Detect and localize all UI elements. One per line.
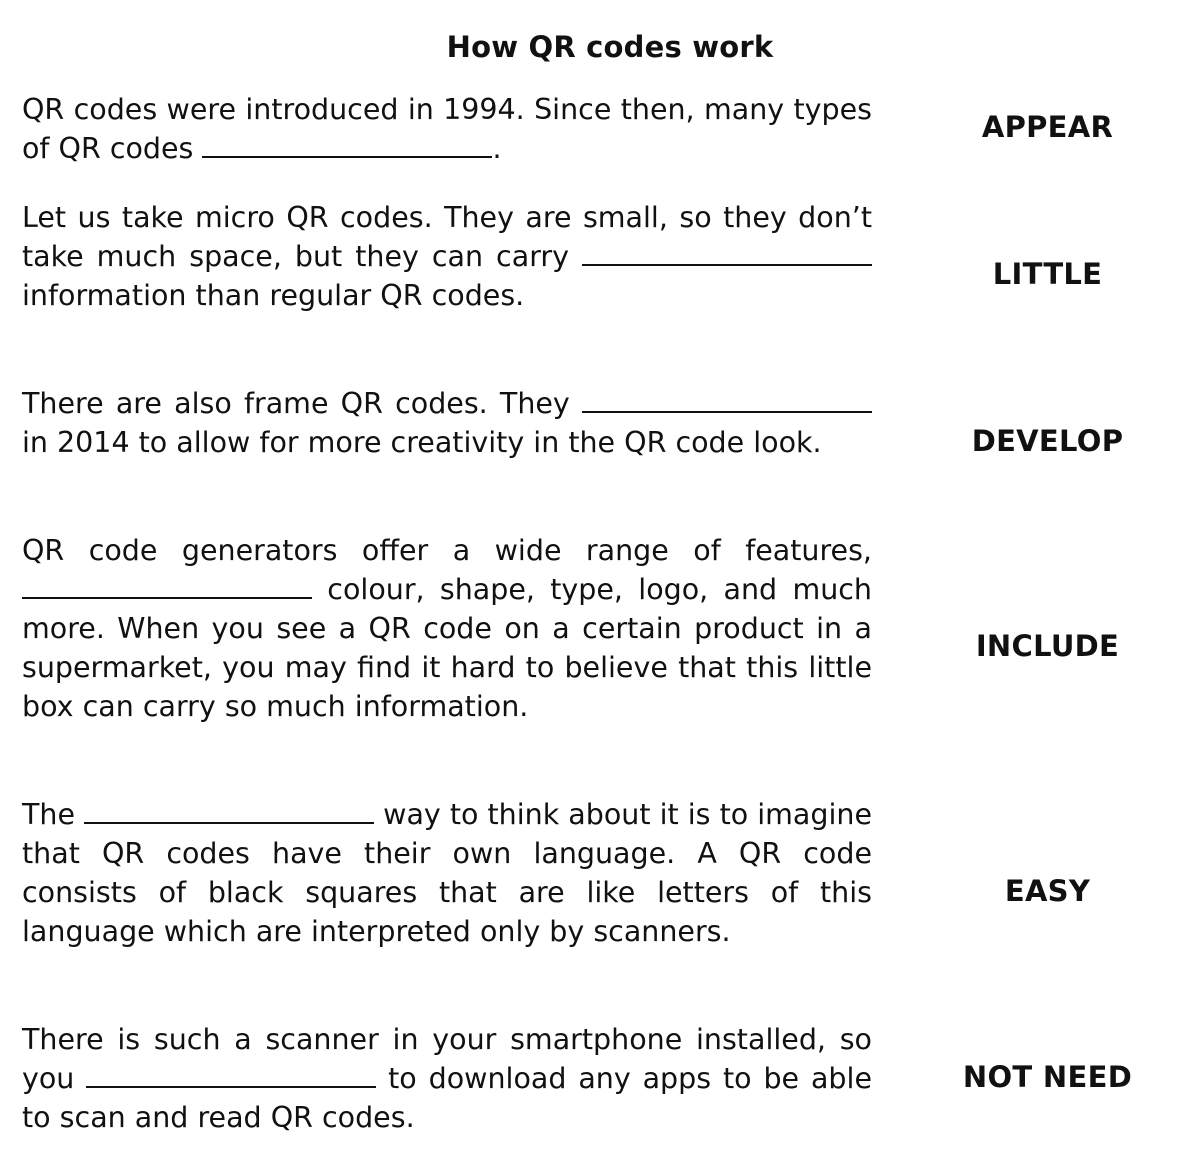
- paragraph-3-before: There are also frame QR codes. They: [22, 387, 582, 420]
- page-title: How QR codes work: [446, 30, 774, 64]
- paragraph-5-after: way to think about it is to imagine that QR codes have their own language. A QR code consists of black squares that are like letters of this language which are interpreted only by scanners.: [22, 798, 872, 948]
- gap-6-blank[interactable]: [86, 1085, 376, 1088]
- paragraph-6-before: There is such a scanner in your smartphone installed, so you: [22, 1023, 872, 1095]
- paragraph-3-after: in 2014 to allow for more creativity in the QR code look.: [22, 426, 822, 459]
- paragraph-2-before: Let us take micro QR codes. They are small, so they don’t take much space, but they can carry: [22, 201, 872, 273]
- paragraph-5: [22, 795, 872, 951]
- paragraph-5-before: The: [22, 798, 85, 831]
- paragraph-6-after: to download any apps to be able to scan and read QR codes.: [22, 1062, 872, 1134]
- keyword-6: NOT NEED: [962, 1060, 1133, 1094]
- gap-3-blank[interactable]: [582, 410, 872, 413]
- keyword-5: EASY: [1004, 874, 1091, 908]
- gap-4-blank[interactable]: [22, 596, 312, 599]
- keyword-1: APPEAR: [981, 110, 1114, 144]
- paragraph-2-after: information than regular QR codes.: [22, 279, 525, 312]
- gap-1-blank[interactable]: [202, 155, 492, 158]
- gap-5-blank[interactable]: [84, 821, 374, 824]
- paragraph-6: [22, 1020, 872, 1137]
- paragraph-4-before: QR code generators offer a wide range of features,: [22, 534, 872, 567]
- paragraph-1-before: QR codes were introduced in 1994. Since then, many types of QR codes: [22, 93, 872, 165]
- paragraph-1-after: .: [492, 132, 502, 165]
- paragraph-2: [22, 198, 872, 315]
- keyword-2: LITTLE: [992, 257, 1103, 291]
- paragraph-1: [22, 90, 872, 168]
- paragraph-3: [22, 384, 872, 462]
- gap-2-blank[interactable]: [582, 263, 872, 266]
- keyword-3: DEVELOP: [971, 424, 1124, 458]
- keyword-4: INCLUDE: [975, 629, 1120, 663]
- paragraph-4: [22, 531, 872, 726]
- paragraph-4-after: colour, shape, type, logo, and much more. When you see a QR code on a certain product in a supermarket, you may find it hard to believe that this little box can carry so much information.: [22, 573, 872, 723]
